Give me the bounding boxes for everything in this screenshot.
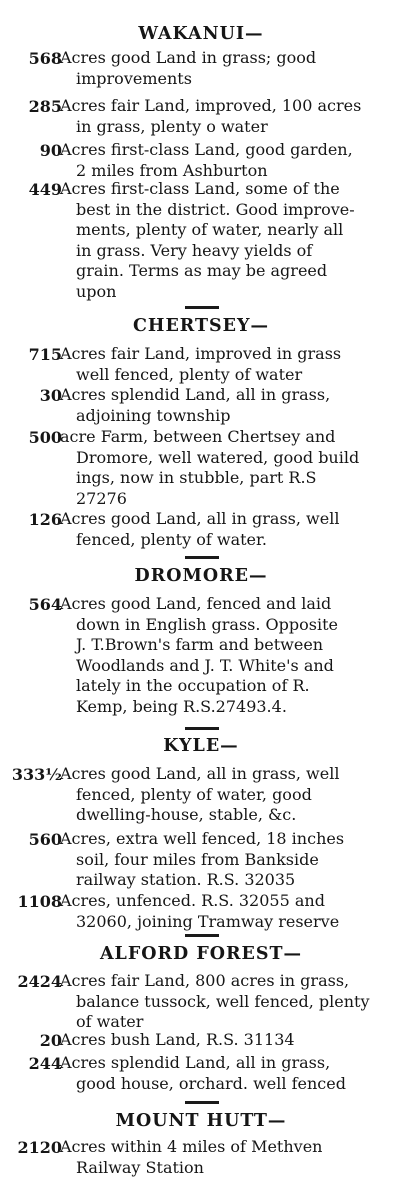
description-line: improvements xyxy=(76,68,192,88)
description-line: Acres first-class Land, some of the xyxy=(60,179,340,198)
acreage: 285 xyxy=(28,97,62,116)
description-line: upon xyxy=(76,282,117,301)
acreage: 500 xyxy=(28,428,62,447)
acreage: 568 xyxy=(28,49,62,68)
description-line: Acres, unfenced. R.S. 32055 and xyxy=(60,891,325,910)
description-line: Acres fair Land, 800 acres in grass, xyxy=(60,971,350,990)
description-line: of water xyxy=(76,1012,144,1032)
acreage: 126 xyxy=(28,510,62,529)
acreage: 2120 xyxy=(17,1138,62,1157)
section-heading: MOUNT HUTT— xyxy=(115,1111,287,1131)
description-line: soil, four miles from Bankside xyxy=(76,849,319,869)
acreage: 30 xyxy=(39,386,62,405)
section-divider xyxy=(185,306,219,309)
description-line: adjoining township xyxy=(76,405,231,425)
acreage: 20 xyxy=(39,1031,62,1050)
acreage: 449 xyxy=(28,180,62,199)
section-divider xyxy=(185,727,219,730)
section-heading: DROMORE— xyxy=(134,566,268,586)
description-line: Dromore, well watered, good build xyxy=(76,447,360,467)
description-line: good house, orchard. well fenced xyxy=(76,1073,346,1093)
description-line: dwelling-house, stable, &c. xyxy=(76,805,297,825)
acreage: 564 xyxy=(28,595,62,614)
description-line: Acres fair Land, improved, 100 acres xyxy=(60,96,362,115)
description-line: lately in the occupation of R. xyxy=(76,676,310,696)
description-line: down in English grass. Opposite xyxy=(76,614,339,634)
section-divider xyxy=(185,934,219,937)
section-heading: ALFORD FOREST— xyxy=(99,944,303,964)
acreage: 715 xyxy=(28,345,62,364)
description-line: in grass, plenty o water xyxy=(76,116,268,136)
description-line: best in the district. Good improve- xyxy=(76,199,355,219)
acreage: 244 xyxy=(28,1054,62,1073)
description-line: Acres fair Land, improved in grass xyxy=(60,344,342,363)
description-line: Woodlands and J. T. White's and xyxy=(76,655,334,675)
description-line: Acres splendid Land, all in grass, xyxy=(60,385,331,404)
section-divider xyxy=(185,556,219,559)
description-line: Kemp, being R.S.27493.4. xyxy=(76,697,287,716)
description-line: balance tussock, well fenced, plenty xyxy=(76,991,370,1011)
description-line: Acres splendid Land, all in grass, xyxy=(60,1053,331,1072)
description-line: in grass. Very heavy yields of xyxy=(76,240,313,260)
description-line: 32060, joining Tramway reserve xyxy=(76,911,340,931)
description-line: Acres within 4 miles of Methven xyxy=(60,1137,323,1156)
description-line: Acres good Land in grass; good xyxy=(60,48,317,67)
acreage: 333½ xyxy=(11,765,62,784)
section-heading: CHERTSEY— xyxy=(132,316,270,336)
acreage: 560 xyxy=(28,830,62,849)
description-line: Acres good Land, all in grass, well xyxy=(60,509,340,528)
acreage: 2424 xyxy=(17,972,62,991)
description-line: well fenced, plenty of water xyxy=(76,364,303,384)
description-line: Acres good Land, fenced and laid xyxy=(60,594,332,613)
description-line: acre Farm, between Chertsey and xyxy=(60,427,336,446)
description-line: fenced, plenty of water, good xyxy=(76,784,312,804)
description-line: Acres bush Land, R.S. 31134 xyxy=(60,1030,295,1049)
acreage: 90 xyxy=(39,141,62,160)
description-line: ments, plenty of water, nearly all xyxy=(76,220,344,240)
section-heading: WAKANUI— xyxy=(138,24,264,44)
acreage: 1108 xyxy=(17,892,62,911)
description-line: ings, now in stubble, part R.S xyxy=(76,468,317,488)
description-line: grain. Terms as may be agreed xyxy=(76,261,328,281)
description-line: Acres first-class Land, good garden, xyxy=(60,140,353,159)
description-line: Railway Station xyxy=(76,1157,204,1177)
description-line: Acres, extra well fenced, 18 inches xyxy=(60,829,345,848)
description-line: 2 miles from Ashburton xyxy=(76,160,268,180)
description-line: 27276 xyxy=(76,488,127,508)
description-line: Acres good Land, all in grass, well xyxy=(60,764,340,783)
description-line: J. T.Brown's farm and between xyxy=(76,635,324,655)
section-heading: KYLE— xyxy=(163,736,239,756)
description-line: railway station. R.S. 32035 xyxy=(76,870,296,890)
section-divider xyxy=(185,1101,219,1104)
description-line: fenced, plenty of water. xyxy=(76,529,267,549)
